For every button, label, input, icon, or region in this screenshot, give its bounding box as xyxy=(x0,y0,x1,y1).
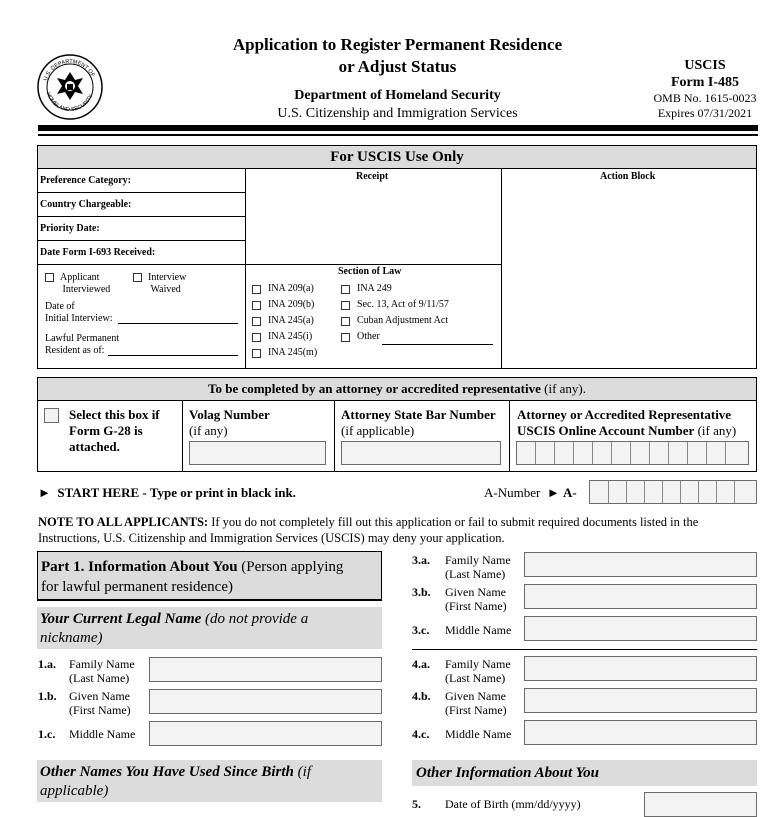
legal-name-header: Your Current Legal Name (do not provide a nickname) xyxy=(37,607,382,649)
i693-date-label: Date Form I-693 Received: xyxy=(40,247,156,258)
uscis-use-only-title: For USCIS Use Only xyxy=(38,146,756,169)
row-rule xyxy=(37,264,501,265)
omb-number: OMB No. 1615-0023 xyxy=(653,91,757,105)
other-law-line[interactable] xyxy=(382,344,493,345)
seal-bottom-text: HOMELAND SECURITY xyxy=(44,91,95,114)
interview-waived-checkbox[interactable] xyxy=(133,273,142,282)
ina-209b-label: INA 209(b) xyxy=(268,299,315,310)
header-rule-thick xyxy=(38,125,758,131)
other-middle-name-input[interactable] xyxy=(524,616,757,641)
ina-249-label: INA 249 xyxy=(357,283,392,294)
applicant-interviewed-checkbox[interactable] xyxy=(45,273,54,282)
row-rule xyxy=(37,240,245,241)
volag-number-input[interactable] xyxy=(189,441,326,465)
other-given-name-label: Given Name (First Name) xyxy=(445,585,507,613)
ina-209a-label: INA 209(a) xyxy=(268,283,314,294)
anumber-input[interactable] xyxy=(589,480,757,504)
divider xyxy=(182,400,183,471)
g28-checkbox[interactable] xyxy=(44,408,59,423)
ina-245i-checkbox[interactable] xyxy=(252,333,261,342)
country-chargeable-label: Country Chargeable: xyxy=(40,199,132,210)
dept-name: Department of Homeland Security xyxy=(294,88,501,103)
anumber-label: A-Number ► A- xyxy=(484,485,577,500)
divider xyxy=(509,400,510,471)
initial-interview-line[interactable] xyxy=(118,323,238,324)
other-middle-name-2-input[interactable] xyxy=(524,720,757,745)
given-name-label: Given Name (First Name) xyxy=(69,689,131,717)
other-law-checkbox[interactable] xyxy=(341,333,350,342)
ina-245m-checkbox[interactable] xyxy=(252,349,261,358)
field-number: 4.c. xyxy=(412,727,430,741)
other-family-name-2-label: Family Name (Last Name) xyxy=(445,657,511,685)
dhs-seal xyxy=(37,54,103,120)
middle-name-label: Middle Name xyxy=(69,727,136,741)
dob-input[interactable] xyxy=(644,792,757,817)
other-info-title: Other Information About You xyxy=(416,765,599,781)
cuban-adjustment-label: Cuban Adjustment Act xyxy=(357,315,449,326)
field-number: 3.b. xyxy=(412,585,431,599)
priority-date-label: Priority Date: xyxy=(40,223,100,234)
field-number: 5. xyxy=(412,797,421,811)
field-number: 4.a. xyxy=(412,657,430,671)
field-number: 1.a. xyxy=(38,657,56,671)
given-name-input[interactable] xyxy=(149,689,382,714)
g28-label: Select this box if Form G-28 is attached. xyxy=(69,407,160,454)
initial-interview-label: Date of Initial Interview: xyxy=(45,301,113,324)
row-rule xyxy=(37,192,245,193)
arrow-right-icon: ► xyxy=(38,485,51,500)
field-number: 3.c. xyxy=(412,623,430,637)
preference-category-label: Preference Category: xyxy=(40,175,131,186)
ina-245m-label: INA 245(m) xyxy=(268,347,318,358)
divider xyxy=(245,168,246,368)
dob-label: Date of Birth (mm/dd/yyyy) xyxy=(445,797,581,811)
other-names-header: Other Names You Have Used Since Birth (if applicable) xyxy=(37,760,382,802)
form-title-line1: Application to Register Permanent Residence xyxy=(232,35,563,54)
bar-number-label: Attorney State Bar Number (if applicable) xyxy=(341,407,496,438)
ina-245a-label: INA 245(a) xyxy=(268,315,314,326)
other-middle-name-label: Middle Name xyxy=(445,623,512,637)
other-given-name-2-input[interactable] xyxy=(524,688,757,713)
cuban-adjustment-checkbox[interactable] xyxy=(341,317,350,326)
other-family-name-input[interactable] xyxy=(524,552,757,577)
agency-block xyxy=(150,87,645,123)
lpr-label: Lawful Permanent Resident as of: xyxy=(45,333,120,356)
field-number: 1.c. xyxy=(38,727,56,741)
other-family-name-label: Family Name (Last Name) xyxy=(445,553,511,581)
section-of-law-label: Section of Law xyxy=(338,266,402,277)
other-given-name-2-label: Given Name (First Name) xyxy=(445,689,507,717)
part1-header: Part 1. Information About You (Person applying for lawful permanent residence) xyxy=(37,551,382,601)
ina-245i-label: INA 245(i) xyxy=(268,331,313,342)
uscis-label: USCIS xyxy=(684,58,726,73)
sec13-checkbox[interactable] xyxy=(341,301,350,310)
seal-top-text: U.S. DEPARTMENT OF xyxy=(42,58,96,82)
start-here: ► START HERE - Type or print in black ink. xyxy=(38,485,296,500)
row-rule xyxy=(37,216,245,217)
seal-icon xyxy=(37,54,103,120)
form-id-block xyxy=(640,57,770,121)
note-to-applicants: NOTE TO ALL APPLICANTS: If you do not completely fill out this application or fail to submit required documents listed in the Instructions, U.S. Citizenship and Immigration Services (USCIS) may deny your application. xyxy=(38,515,699,545)
family-name-label: Family Name (Last Name) xyxy=(69,657,135,685)
divider xyxy=(412,649,757,650)
form-number: Form I-485 xyxy=(670,75,740,90)
form-title xyxy=(150,34,645,78)
online-account-label: Attorney or Accredited Representative USCIS Online Account Number (if any) xyxy=(517,407,737,438)
bar-number-input[interactable] xyxy=(341,441,501,465)
field-number: 4.b. xyxy=(412,689,431,703)
divider xyxy=(334,400,335,471)
interview-waived-label: Interview Waived xyxy=(148,272,187,295)
family-name-input[interactable] xyxy=(149,657,382,682)
volag-label: Volag Number (if any) xyxy=(189,407,270,438)
ina-245a-checkbox[interactable] xyxy=(252,317,261,326)
header-rule-thin xyxy=(38,134,758,136)
form-title-line2: or Adjust Status xyxy=(338,57,457,76)
action-block-label: Action Block xyxy=(600,171,656,182)
other-family-name-2-input[interactable] xyxy=(524,656,757,681)
ina-209b-checkbox[interactable] xyxy=(252,301,261,310)
expiration-date: Expires 07/31/2021 xyxy=(657,106,753,120)
ina-209a-checkbox[interactable] xyxy=(252,285,261,294)
arrow-right-icon: ► xyxy=(546,485,560,500)
lpr-line[interactable] xyxy=(108,355,238,356)
divider xyxy=(501,168,502,368)
applicant-interviewed-label: Applicant Interviewed xyxy=(60,272,111,295)
other-info-header xyxy=(412,760,757,786)
field-number: 3.a. xyxy=(412,553,430,567)
agency-name: U.S. Citizenship and Immigration Services xyxy=(277,106,518,121)
other-given-name-input[interactable] xyxy=(524,584,757,609)
ina-249-checkbox[interactable] xyxy=(341,285,350,294)
receipt-label: Receipt xyxy=(356,171,389,182)
other-middle-name-2-label: Middle Name xyxy=(445,727,512,741)
online-account-input[interactable] xyxy=(516,441,749,465)
other-law-label: Other xyxy=(357,331,380,342)
sec13-label: Sec. 13, Act of 9/11/57 xyxy=(357,299,449,310)
attorney-header: To be completed by an attorney or accredited representative (if any). xyxy=(38,378,756,401)
middle-name-input[interactable] xyxy=(149,721,382,746)
field-number: 1.b. xyxy=(38,689,57,703)
